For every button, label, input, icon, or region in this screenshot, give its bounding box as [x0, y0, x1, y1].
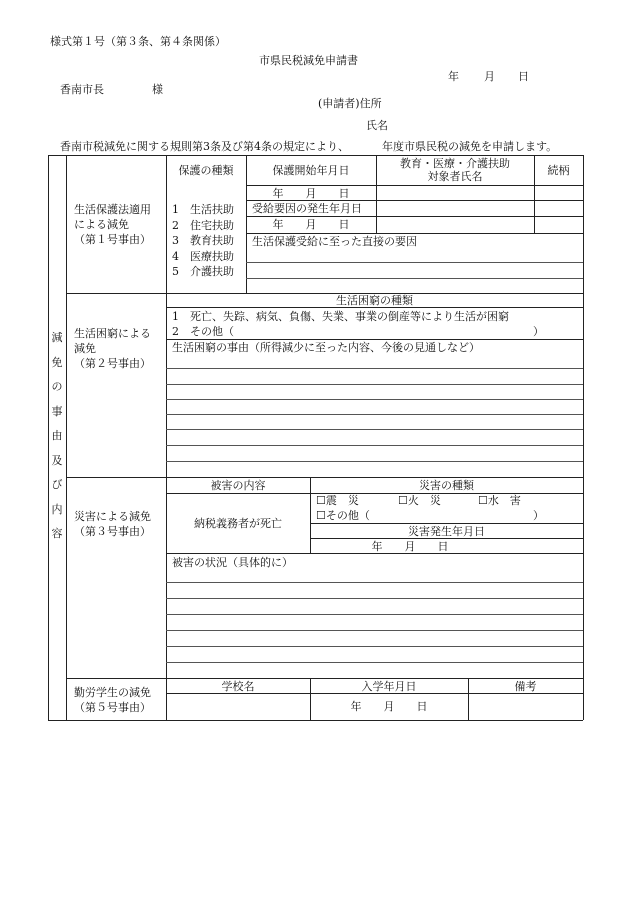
entry-date: 年 月 日 [350, 700, 428, 713]
hardship-kind-2-close: ） [533, 325, 544, 338]
sec1-label [74, 202, 151, 247]
col-target-name-line: 教育・医療・介護扶助 [400, 157, 510, 170]
col-target-name-line: 対象者氏名 [427, 170, 483, 183]
deceased-label: 納税義務者が死亡 [194, 517, 282, 530]
protection-type-item: 3 教育扶助 [172, 234, 234, 247]
col-protection-start: 保護開始年月日 [272, 164, 350, 177]
intro-text-part2: 年度市県民税の減免を申請します。 [382, 140, 558, 153]
sec3-label [74, 509, 151, 539]
option-other-close: ） [533, 509, 544, 522]
sec3-label-line: （第３号事由） [74, 525, 151, 538]
sec2-label-line: （第２号事由） [74, 357, 151, 370]
side-label-char: 免 [51, 355, 63, 369]
sec2-label [74, 326, 151, 371]
addressee-suffix: 様 [152, 83, 163, 96]
note-title: 備考 [514, 680, 537, 693]
side-label-char: 内 [51, 502, 63, 516]
date-month-label: 月 [484, 70, 495, 83]
entry-date-title: 入学年月日 [361, 680, 417, 693]
side-label-char: 容 [51, 527, 63, 540]
addressee: 香南市長 [60, 83, 104, 96]
date-year-label: 年 [448, 70, 459, 83]
disaster-type-title: 災害の種類 [419, 479, 474, 492]
sec1-label-line: による減免 [74, 218, 129, 231]
intro-text-part1: 香南市税減免に関する規則第3条及び第4条の規定により、 [60, 140, 349, 153]
damage-content-title: 被害の内容 [210, 479, 266, 492]
sec4-label-line: 勤労学生の減免 [74, 686, 151, 699]
protection-type-item: 2 住宅扶助 [172, 218, 234, 232]
protection-type-item: 4 医療扶助 [172, 249, 234, 263]
option-flood[interactable]: ☐水 害 [478, 494, 521, 507]
sec2-label-line: 生活困窮による [74, 327, 151, 340]
sec3-label-line: 災害による減免 [74, 510, 151, 523]
col-target-name [376, 157, 534, 183]
disaster-date-title: 災害発生年月日 [408, 525, 485, 538]
option-earthquake[interactable]: ☐震 災 [316, 494, 359, 507]
cause-date: 年 月 日 [272, 218, 350, 231]
side-label-char: 及 [51, 453, 63, 467]
school-name-title: 学校名 [221, 680, 255, 693]
protection-types [172, 202, 234, 280]
sec1-label-line: 生活保護法適用 [74, 203, 151, 216]
hardship-kind-title: 生活困窮の種類 [336, 294, 413, 307]
damage-situation-label: 被害の状況（具体的に） [172, 556, 293, 569]
side-label-char: 事 [51, 404, 63, 418]
side-label-char: 減 [51, 331, 63, 344]
col-relation: 続柄 [547, 164, 570, 177]
sec4-label-line: （第５号事由） [74, 701, 151, 714]
sec1-label-line: （第１号事由） [74, 233, 151, 246]
applicant-address-label: (申請者)住所 [318, 97, 382, 110]
hardship-kind-1: 1 死亡、失踪、病気、負傷、失業、事業の倒産等により生活が困窮 [172, 310, 509, 323]
option-other[interactable]: ☐その他（ [316, 509, 370, 522]
protection-type-item: 5 介護扶助 [172, 265, 234, 278]
page-title: 市県民税減免申請書 [259, 54, 358, 67]
side-label-char: 由 [51, 429, 63, 442]
hardship-reason-label: 生活困窮の事由（所得減少に至った内容、今後の見通しなど） [172, 341, 480, 354]
sec4-label [74, 685, 151, 715]
side-label-char: び [51, 478, 63, 491]
option-fire[interactable]: ☐火 災 [398, 494, 441, 507]
protection-start-date: 年 月 日 [272, 187, 350, 200]
hardship-kind-2: 2 その他（ [172, 325, 234, 338]
disaster-date: 年 月 日 [371, 540, 449, 553]
applicant-name-label: 氏名 [366, 119, 388, 132]
sec2-label-line: 減免 [74, 342, 96, 355]
cause-date-label: 受給要因の発生年月日 [252, 202, 362, 215]
side-label-char: の [51, 380, 63, 393]
side-label [50, 326, 64, 547]
form-number: 様式第１号（第３条、第４条関係） [50, 35, 226, 48]
protection-type-item: 1 生活扶助 [172, 203, 234, 216]
col-protection-type: 保護の種類 [178, 164, 234, 177]
date-day-label: 日 [518, 70, 529, 83]
cause-label: 生活保護受給に至った直接の要因 [252, 235, 417, 248]
